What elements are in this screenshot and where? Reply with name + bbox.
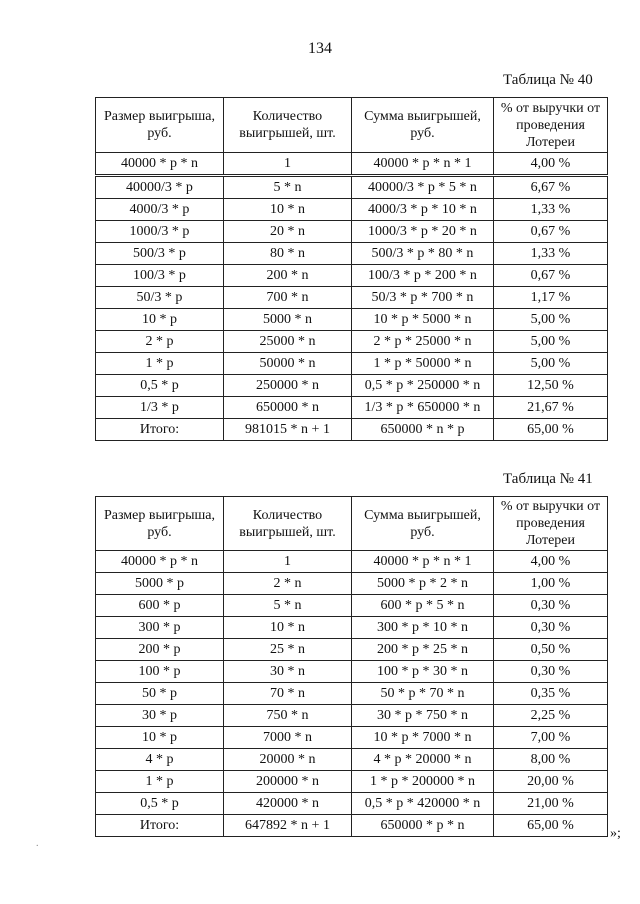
cell-revenue-percent: 5,00 % [494,331,608,353]
table-row [96,595,608,617]
cell-prize-count: 10 * n [224,617,352,639]
table-row [96,243,608,265]
table-row [96,551,608,573]
header-prize-size: Размер выигрыша, руб. [96,497,224,551]
table-row [96,683,608,705]
cell-revenue-percent: 1,33 % [494,243,608,265]
cell-prize-count: 20000 * n [224,749,352,771]
cell-prize-size: 500/3 * p [96,243,224,265]
table-row [96,221,608,243]
cell-prize-sum: 40000 * p * n * 1 [352,153,494,176]
cell-revenue-percent: 12,50 % [494,375,608,397]
cell-revenue-percent: 1,17 % [494,287,608,309]
cell-prize-size: Итого: [96,815,224,837]
table-40-caption: Таблица № 40 [503,72,593,88]
header-prize-count: Количество выигрышей, шт. [224,98,352,153]
cell-prize-sum: 4000/3 * p * 10 * n [352,199,494,221]
cell-prize-sum: 5000 * p * 2 * n [352,573,494,595]
cell-prize-size: 10 * p [96,309,224,331]
cell-revenue-percent: 4,00 % [494,153,608,176]
cell-revenue-percent: 65,00 % [494,815,608,837]
cell-revenue-percent: 5,00 % [494,309,608,331]
table-40 [95,97,608,441]
header-prize-count: Количество выигрышей, шт. [224,497,352,551]
cell-prize-sum: 600 * p * 5 * n [352,595,494,617]
table-row [96,771,608,793]
cell-prize-count: 25 * n [224,639,352,661]
cell-prize-sum: 1/3 * p * 650000 * n [352,397,494,419]
table-row [96,353,608,375]
cell-prize-sum: 0,5 * p * 420000 * n [352,793,494,815]
cell-prize-size: 100 * p [96,661,224,683]
cell-prize-count: 25000 * n [224,331,352,353]
cell-revenue-percent: 1,00 % [494,573,608,595]
table-41 [95,496,608,837]
cell-prize-sum: 1 * p * 200000 * n [352,771,494,793]
header-prize-sum: Сумма выигрышей, руб. [352,497,494,551]
cell-revenue-percent: 20,00 % [494,771,608,793]
cell-prize-count: 200000 * n [224,771,352,793]
header-revenue-percent: % от выручки от проведения Лотереи [494,497,608,551]
cell-prize-sum: 500/3 * p * 80 * n [352,243,494,265]
cell-prize-size: Итого: [96,419,224,441]
cell-revenue-percent: 21,00 % [494,793,608,815]
cell-revenue-percent: 0,67 % [494,265,608,287]
table-row [96,705,608,727]
table-header-row [96,98,608,153]
cell-prize-count: 650000 * n [224,397,352,419]
table-total-row [96,815,608,837]
cell-prize-count: 70 * n [224,683,352,705]
cell-prize-size: 1000/3 * p [96,221,224,243]
cell-revenue-percent: 0,30 % [494,595,608,617]
cell-prize-count: 80 * n [224,243,352,265]
cell-prize-count: 10 * n [224,199,352,221]
table-row [96,287,608,309]
table-row [96,265,608,287]
cell-prize-size: 1/3 * p [96,397,224,419]
cell-prize-size: 0,5 * p [96,375,224,397]
cell-prize-size: 0,5 * p [96,793,224,815]
cell-prize-size: 200 * p [96,639,224,661]
cell-prize-size: 4 * p [96,749,224,771]
table-total-row [96,419,608,441]
cell-prize-size: 50 * p [96,683,224,705]
cell-prize-size: 2 * p [96,331,224,353]
cell-prize-sum: 4 * p * 20000 * n [352,749,494,771]
closing-quote-mark: »; [610,826,621,841]
cell-revenue-percent: 0,50 % [494,639,608,661]
cell-revenue-percent: 7,00 % [494,727,608,749]
cell-prize-size: 40000 * p * n [96,153,224,176]
table-row [96,199,608,221]
cell-prize-sum: 650000 * n * p [352,419,494,441]
cell-prize-sum: 650000 * p * n [352,815,494,837]
cell-prize-sum: 1 * p * 50000 * n [352,353,494,375]
cell-prize-size: 600 * p [96,595,224,617]
cell-prize-sum: 300 * p * 10 * n [352,617,494,639]
cell-revenue-percent: 5,00 % [494,353,608,375]
table-row [96,749,608,771]
cell-prize-size: 10 * p [96,727,224,749]
cell-prize-count: 200 * n [224,265,352,287]
cell-prize-sum: 100 * p * 30 * n [352,661,494,683]
cell-prize-size: 30 * p [96,705,224,727]
cell-prize-sum: 10 * p * 5000 * n [352,309,494,331]
cell-prize-count: 250000 * n [224,375,352,397]
cell-prize-count: 647892 * n + 1 [224,815,352,837]
cell-prize-count: 1 [224,551,352,573]
table-row [96,309,608,331]
cell-revenue-percent: 8,00 % [494,749,608,771]
cell-revenue-percent: 4,00 % [494,551,608,573]
table-41-body [96,551,608,837]
cell-revenue-percent: 21,67 % [494,397,608,419]
table-row [96,727,608,749]
table-row [96,397,608,419]
cell-prize-sum: 2 * p * 25000 * n [352,331,494,353]
cell-prize-sum: 10 * p * 7000 * n [352,727,494,749]
table-row [96,331,608,353]
margin-dot: . [36,838,39,849]
header-prize-size: Размер выигрыша, руб. [96,98,224,153]
cell-prize-sum: 50/3 * p * 700 * n [352,287,494,309]
table-41-caption: Таблица № 41 [503,471,593,487]
cell-revenue-percent: 2,25 % [494,705,608,727]
table-row [96,153,608,176]
cell-prize-count: 20 * n [224,221,352,243]
cell-revenue-percent: 65,00 % [494,419,608,441]
table-row [96,661,608,683]
cell-prize-sum: 40000 * p * n * 1 [352,551,494,573]
table-row [96,176,608,199]
header-prize-sum: Сумма выигрышей, руб. [352,98,494,153]
cell-prize-size: 1 * p [96,353,224,375]
cell-prize-size: 1 * p [96,771,224,793]
table-40-body [96,153,608,441]
header-revenue-percent: % от выручки от проведения Лотереи [494,98,608,153]
cell-prize-sum: 50 * p * 70 * n [352,683,494,705]
cell-prize-count: 420000 * n [224,793,352,815]
cell-prize-count: 981015 * n + 1 [224,419,352,441]
cell-prize-size: 100/3 * p [96,265,224,287]
cell-prize-size: 4000/3 * p [96,199,224,221]
cell-revenue-percent: 1,33 % [494,199,608,221]
table-row [96,375,608,397]
cell-prize-count: 1 [224,153,352,176]
table-row [96,639,608,661]
cell-revenue-percent: 0,67 % [494,221,608,243]
cell-prize-sum: 40000/3 * p * 5 * n [352,176,494,199]
cell-revenue-percent: 0,35 % [494,683,608,705]
cell-prize-count: 5 * n [224,176,352,199]
cell-revenue-percent: 0,30 % [494,661,608,683]
cell-prize-count: 5 * n [224,595,352,617]
cell-prize-count: 2 * n [224,573,352,595]
cell-prize-sum: 30 * p * 750 * n [352,705,494,727]
table-row [96,617,608,639]
cell-prize-sum: 100/3 * p * 200 * n [352,265,494,287]
cell-prize-size: 300 * p [96,617,224,639]
cell-prize-size: 40000 * p * n [96,551,224,573]
page-number: 134 [308,40,332,57]
cell-prize-count: 50000 * n [224,353,352,375]
table-row [96,573,608,595]
cell-prize-sum: 1000/3 * p * 20 * n [352,221,494,243]
cell-prize-sum: 200 * p * 25 * n [352,639,494,661]
cell-revenue-percent: 0,30 % [494,617,608,639]
table-row [96,793,608,815]
cell-prize-count: 5000 * n [224,309,352,331]
cell-prize-count: 700 * n [224,287,352,309]
cell-prize-size: 50/3 * p [96,287,224,309]
cell-revenue-percent: 6,67 % [494,176,608,199]
cell-prize-size: 5000 * p [96,573,224,595]
cell-prize-count: 30 * n [224,661,352,683]
cell-prize-count: 750 * n [224,705,352,727]
table-header-row [96,497,608,551]
cell-prize-sum: 0,5 * p * 250000 * n [352,375,494,397]
cell-prize-size: 40000/3 * p [96,176,224,199]
cell-prize-count: 7000 * n [224,727,352,749]
